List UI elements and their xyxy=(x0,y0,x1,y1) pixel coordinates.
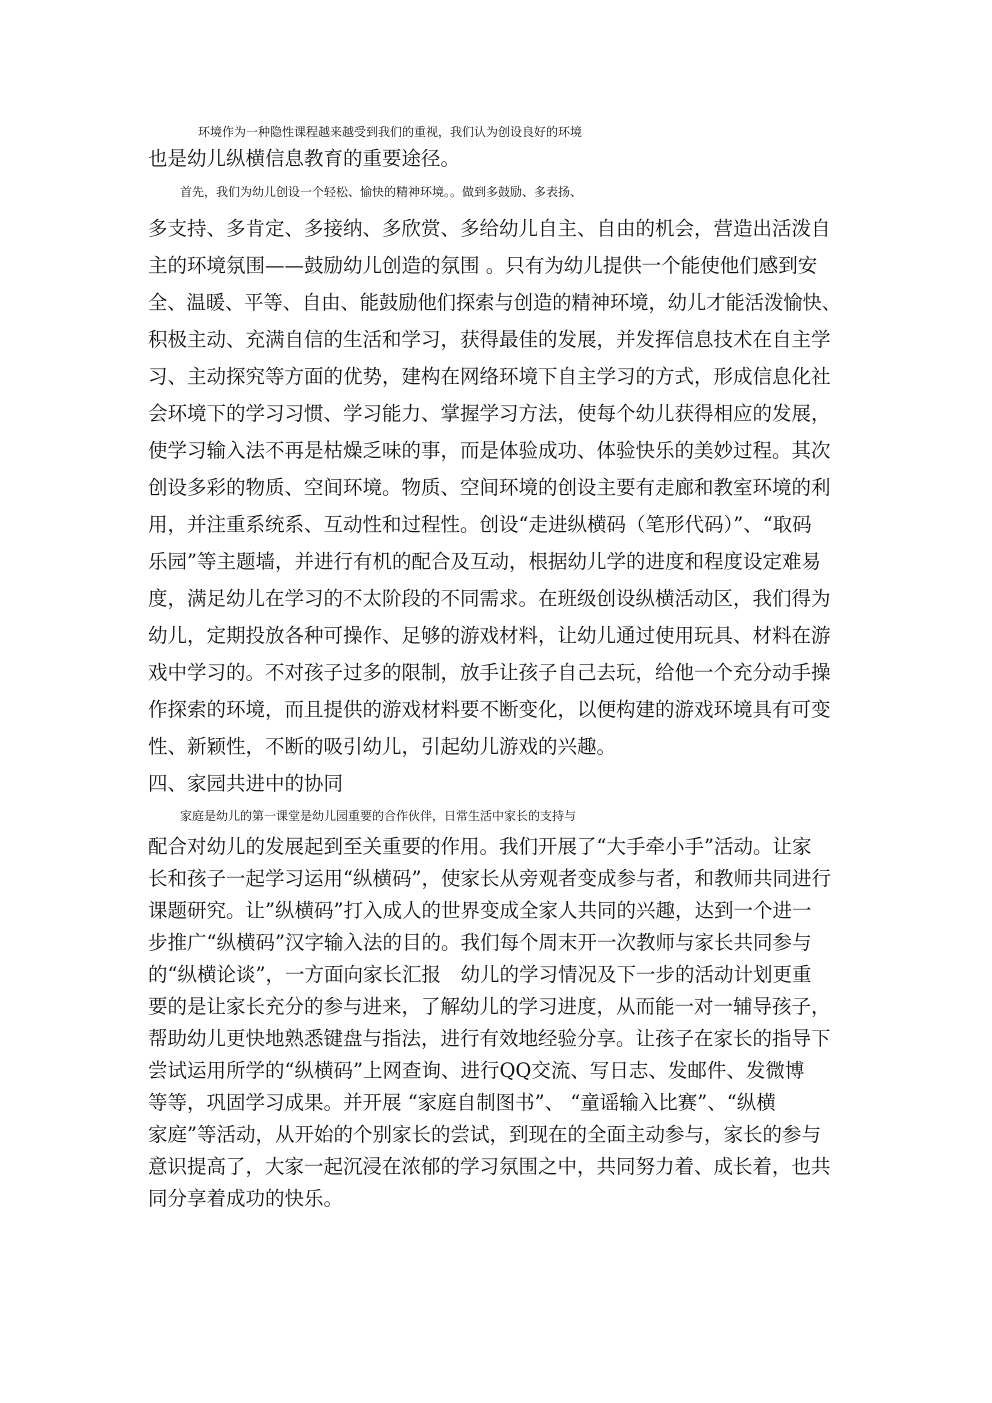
paragraph-line: 要的是让家长充分的参与进来，了解幼儿的学习进度，从而能一对一辅导孩子， xyxy=(148,995,831,1018)
paragraph-line: 环境作为一种隐性课程越来越受到我们的重视，我们认为创设良好的环境 xyxy=(186,125,583,139)
paragraph-line: 同分享着成功的快乐。 xyxy=(148,1187,344,1210)
paragraph-line: 会环境下的学习习惯、学习能力、掌握学习方法，使每个幼儿获得相应的发展， xyxy=(148,402,831,425)
paragraph-line: 主的环境氛围——鼓励幼儿创造的氛围 。只有为幼儿提供一个能使他们感到安 xyxy=(148,254,818,277)
paragraph-line: 性、新颖性，不断的吸引幼儿，引起幼儿游戏的兴趣。 xyxy=(148,735,617,758)
paragraph-line: 意识提高了，大家一起沉浸在浓郁的学习氛围之中，共同努力着、成长着，也共 xyxy=(148,1155,831,1178)
paragraph-line: 也是幼儿纵横信息教育的重要途径。 xyxy=(148,147,461,170)
paragraph-line: 课题研究。让”纵横码”打入成人的世界变成全家人共同的兴趣，达到一个进一 xyxy=(148,899,812,922)
paragraph-line: 家庭”等活动，从开始的个别家长的尝试，到现在的全面主动参与，家长的参与 xyxy=(148,1123,821,1146)
paragraph-line: 戏中学习的。不对孩子过多的限制，放手让孩子自己去玩，给他一个充分动手操 xyxy=(148,661,831,684)
paragraph-line: 等等，巩固学习成果。并开展 “家庭自制图书”、 “童谣输入比赛”、“纵横 xyxy=(148,1091,776,1114)
paragraph-line: 首先，我们为幼儿创设一个轻松、愉快的精神环境。。做到多鼓励、多表扬、 xyxy=(168,185,583,199)
paragraph-line: 用，并注重系统系、互动性和过程性。创设“走进纵横码（笔形代码）”、“取码 xyxy=(148,513,812,536)
paragraph-line: 习、主动探究等方面的优势，建构在网络环境下自主学习的方式，形成信息化社 xyxy=(148,365,831,388)
paragraph-line: 幼儿，定期投放各种可操作、足够的游戏材料，让幼儿通过使用玩具、材料在游 xyxy=(148,624,831,647)
paragraph-line: 的“纵横论谈”，一方面向家长汇报 幼儿的学习情况及下一步的活动计划更重 xyxy=(148,963,812,986)
paragraph-line: 帮助幼儿更快地熟悉键盘与指法，进行有效地经验分享。让孩子在家长的指导下 xyxy=(148,1027,831,1050)
paragraph-line: 尝试运用所学的“纵横码”上网查询、进行QQ交流、写日志、发邮件、发微博 xyxy=(148,1059,805,1082)
paragraph-line: 步推广“纵横码”汉字输入法的目的。我们每个周末开一次教师与家长共同参与 xyxy=(148,931,812,954)
section-heading: 四、家园共进中的协同 xyxy=(148,772,344,795)
paragraph-line: 乐园”等主题墙，并进行有机的配合及互动，根据幼儿学的进度和程度设定难易 xyxy=(148,550,821,573)
paragraph-line: 积极主动、充满自信的生活和学习，获得最佳的发展，并发挥信息技术在自主学 xyxy=(148,328,831,351)
paragraph-line: 度，满足幼儿在学习的不太阶段的不同需求。在班级创设纵横活动区，我们得为 xyxy=(148,587,831,610)
paragraph-line: 配合对幼儿的发展起到至关重要的作用。我们开展了“大手牵小手”活动。让家 xyxy=(148,835,812,858)
paragraph-line: 作探索的环境，而且提供的游戏材料要不断变化，以便构建的游戏环境具有可变 xyxy=(148,698,831,721)
paragraph-line: 家庭是幼儿的第一课堂是幼儿园重要的合作伙伴，日常生活中家长的支持与 xyxy=(168,809,577,823)
paragraph-line: 多支持、多肯定、多接纳、多欣赏、多给幼儿自主、自由的机会，营造出活泼自 xyxy=(148,217,831,240)
paragraph-line: 创设多彩的物质、空间环境。物质、空间环境的创设主要有走廊和教室环境的利 xyxy=(148,476,831,499)
paragraph-line: 全、温暖、平等、自由、能鼓励他们探索与创造的精神环境，幼儿才能活泼愉快、 xyxy=(148,291,841,314)
paragraph-line: 使学习输入法不再是枯燥乏味的事，而是体验成功、体验快乐的美妙过程。其次 xyxy=(148,439,831,462)
paragraph-line: 长和孩子一起学习运用“纵横码”，使家长从旁观者变成参与者，和教师共同进行 xyxy=(148,867,831,890)
